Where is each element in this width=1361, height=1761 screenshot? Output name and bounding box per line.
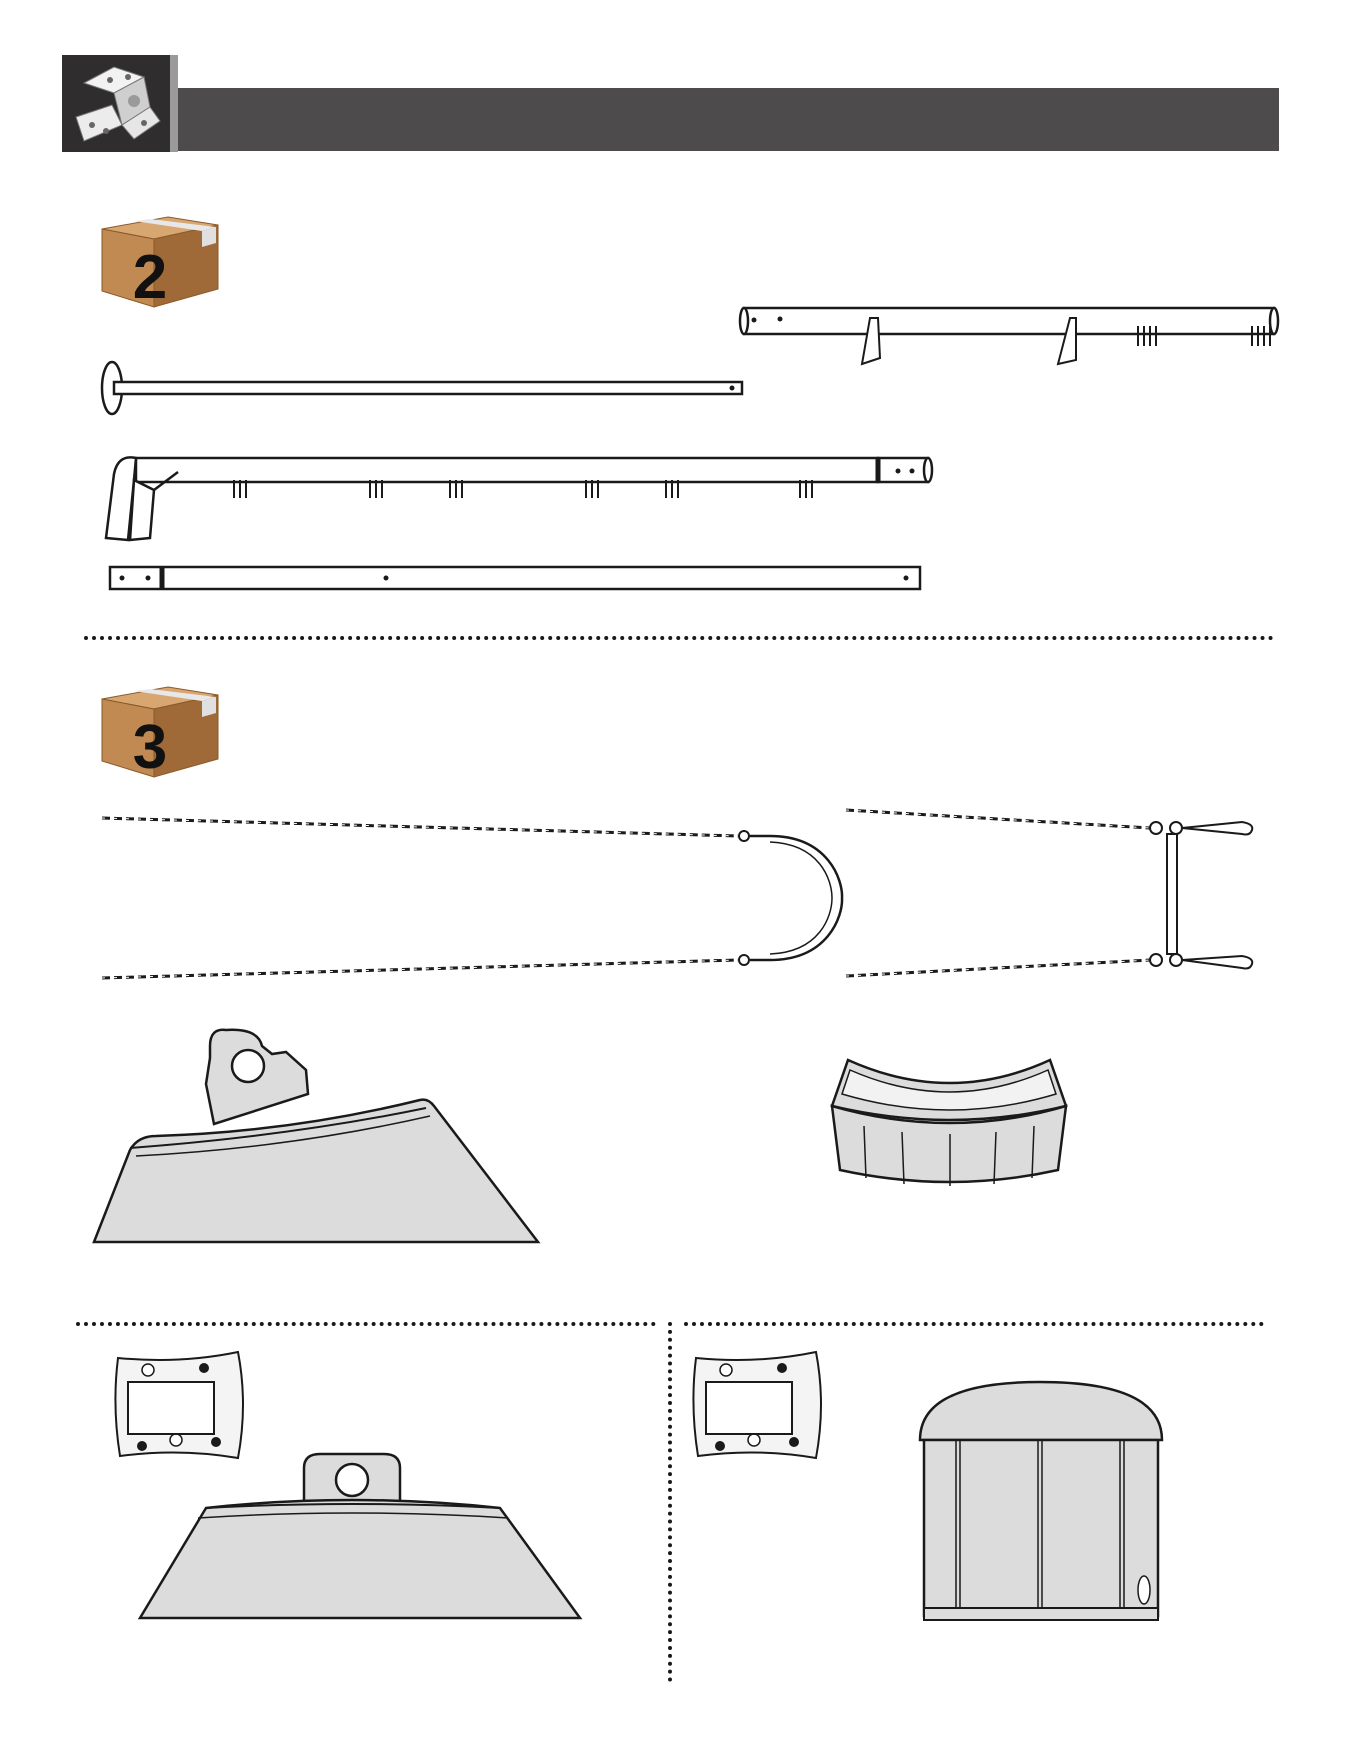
bracket-icon [62, 55, 170, 152]
box-number-2-label [130, 242, 170, 312]
bucket-seat-icon [826, 1054, 1074, 1190]
belt-swing-chain-icon [98, 800, 848, 990]
beam-with-elbow-icon [100, 450, 940, 546]
svg-text:2: 2 [132, 243, 168, 312]
section-divider-1 [84, 636, 1274, 640]
hardware-bag-icon [690, 1350, 826, 1462]
slide-front-icon [136, 1452, 584, 1622]
flat-bar-icon [108, 564, 924, 592]
pole-with-flange-icon [100, 360, 750, 416]
section-divider-left [76, 1322, 656, 1326]
trapeze-bar-chain-icon [842, 800, 1262, 990]
hardware-bag-icon [112, 1350, 248, 1462]
svg-text:3: 3 [132, 713, 168, 782]
header-band [178, 88, 1279, 151]
section-divider-right [684, 1322, 1264, 1326]
box-number-3-label [130, 712, 170, 782]
header-icon-separator [170, 55, 178, 152]
section-divider-vertical [668, 1322, 672, 1682]
slide-side-icon [90, 1024, 544, 1246]
seat-front-icon [916, 1378, 1166, 1626]
top-beam-with-brackets-icon [740, 300, 1280, 370]
